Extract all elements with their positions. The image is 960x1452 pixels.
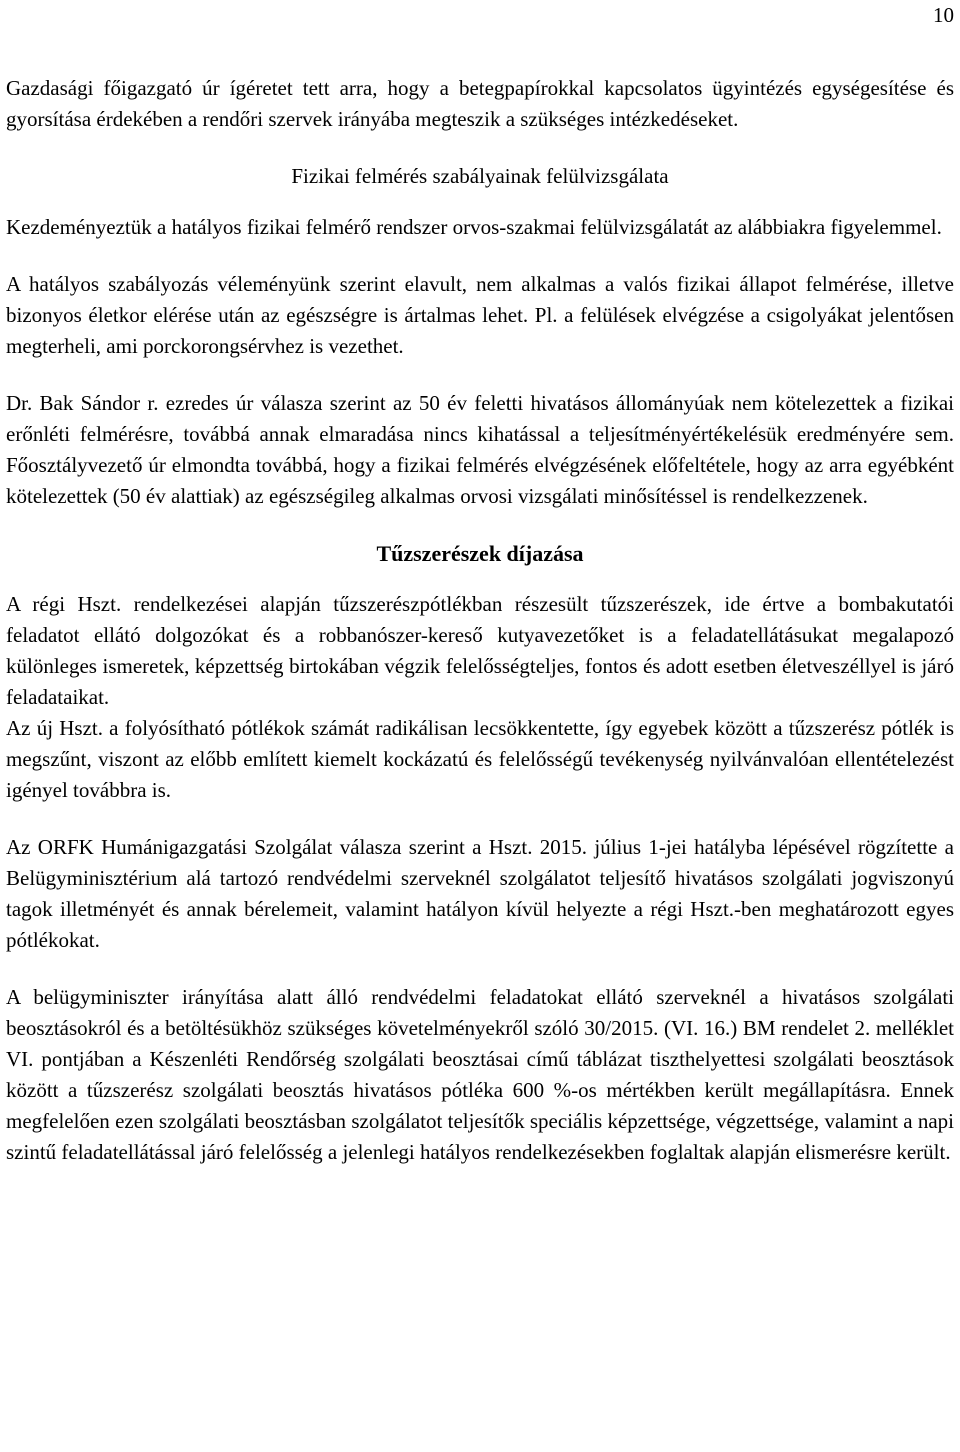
- page-number: 10: [933, 3, 954, 27]
- paragraph-regulation-opinion: A hatályos szabályozás véleményünk szerint elavult, nem alkalmas a valós fizikai állapot felmérése, illetve bizonyos életkor elérése után az egészségre is ártalmas lehet. Pl. a felülések elvégzése a csigolyákat jelentősen megterheli, ami porckorongsérvhez is vezethet.: [6, 272, 954, 358]
- paragraph-bm-decree: A belügyminiszter irányítása alatt álló rendvédelmi feladatokat ellátó szerveknél a hivatásos szolgálati beosztásokról és a betöltésükhöz szükséges követelményekről szóló 30/2015. (VI. 16.) BM rendelet 2. melléklet VI. pontjában a Készenléti Rendőrség szolgálati beosztásai című táblázat tiszthelyettesi szolgálati beosztások között a tűzszerész szolgálati beosztás hivatásos pótléka 600 %-os mértékben került megállapításra. Ennek megfelelően ezen szolgálati beosztásban szolgálatot teljesítők speciális képzettsége, végzettsége, valamint a napi szintű feladatellátással járó felelősség a jelenlegi hatályos rendelkezésekben foglaltak alapján elismerésre került.: [6, 985, 954, 1164]
- paragraph-new-hszt: Az új Hszt. a folyósítható pótlékok számát radikálisan lecsökkentette, így egyebek között a tűzszerész pótlék is megszűnt, viszont az előbb említett kiemelt kockázatú és felelősségű tevékenység nyilvánvalóan ellentételezést igényel továbbra is.: [6, 716, 954, 802]
- section-heading-physical-assessment: Fizikai felmérés szabályainak felülvizsgálata: [291, 164, 669, 188]
- section-heading-bomb-disposal: Tűzszerészek díjazása: [376, 541, 584, 566]
- document-body: [6, 73, 954, 1168]
- paragraph-intro: Gazdasági főigazgató úr ígéretet tett arra, hogy a betegpapírokkal kapcsolatos ügyintézés egységesítése és gyorsítása érdekében a rendőri szervek irányába megteszik a szükséges intézkedéseket.: [6, 76, 954, 131]
- paragraph-orfk-response: Az ORFK Humánigazgatási Szolgálat válasza szerint a Hszt. 2015. július 1-jei hatályba lépésével rögzítette a Belügyminisztérium alá tartozó rendvédelmi szerveknél szolgálatot teljesítő hivatásos szolgálati jogviszonyú tagok illetményét és annak bérelemeit, valamint hatályon kívül helyezte a régi Hszt.-ben meghatározott egyes pótlékokat.: [6, 835, 954, 952]
- paragraph-response-bak: Dr. Bak Sándor r. ezredes úr válasza szerint az 50 év feletti hivatásos állományúak nem kötelezettek a fizikai erőnléti felmérésre, továbbá annak elmaradása nincs kihatással a teljesítményértékelésük eredményére sem. Főosztályvezető úr elmondta továbbá, hogy a fizikai felmérés elvégzésének előfeltétele, hogy az arra egyébként kötelezettek (50 év alattiak) az egészségileg alkalmas orvosi vizsgálati minősítéssel is rendelkezzenek.: [6, 391, 954, 508]
- paragraph-initiative: Kezdeményeztük a hatályos fizikai felmérő rendszer orvos-szakmai felülvizsgálatát az alábbiakra figyelemmel.: [6, 215, 942, 239]
- document-page: [6, 0, 954, 1452]
- paragraph-old-hszt: A régi Hszt. rendelkezései alapján tűzszerészpótlékban részesült tűzszerészek, ide értve a bombakutatói feladatot ellátó dolgozókat és a robbanószer-kereső kutyavezetőket is a feladatellátásukat megalapozó különleges ismeretek, képzettség birtokában végzik felelősségteljes, fontos és adott esetben életveszéllyel is járó feladataikat.: [6, 592, 954, 709]
